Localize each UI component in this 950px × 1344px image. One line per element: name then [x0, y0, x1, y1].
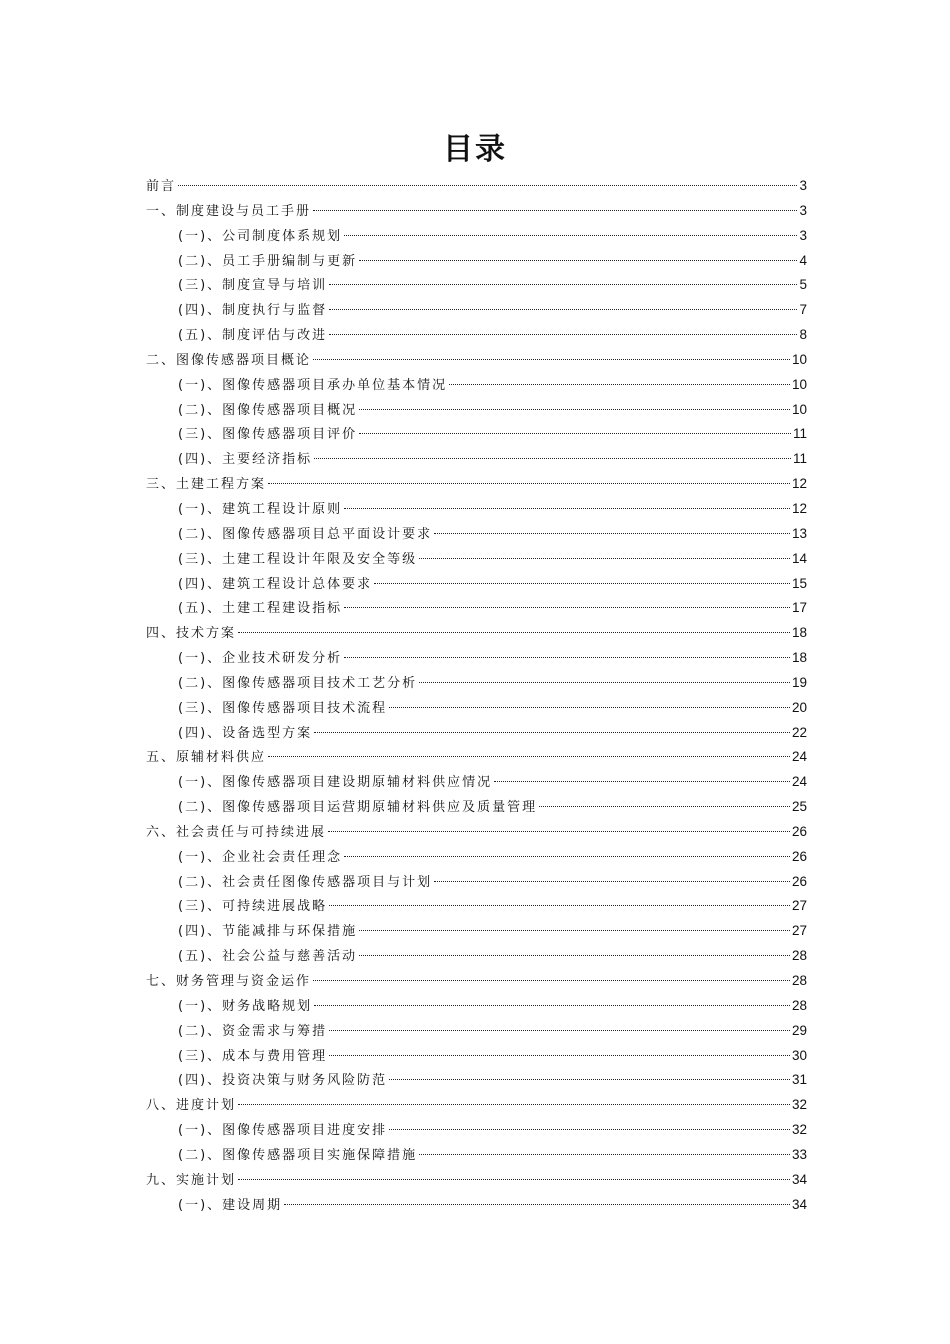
toc-chapter-entry[interactable]: [146, 820, 807, 845]
toc-section-entry[interactable]: [146, 994, 807, 1019]
toc-entry-label: (一)、图像传感器项目承办单位基本情况: [178, 377, 448, 393]
dot-leader: [329, 905, 790, 906]
toc-entry-label: 四、技术方案: [146, 626, 237, 642]
toc-page-number: 18: [791, 625, 807, 641]
toc-page-number: 11: [792, 451, 807, 467]
dot-leader: [539, 806, 790, 807]
toc-entry-label: (二)、社会责任图像传感器项目与计划: [178, 874, 433, 890]
toc-entry-label: 七、财务管理与资金运作: [146, 974, 312, 989]
toc-page-number: 3: [799, 227, 807, 243]
toc-entry-label: (二)、图像传感器项目运营期原辅材料供应及质量管理: [178, 800, 538, 816]
toc-page-number: 10: [791, 401, 807, 417]
toc-chapter-entry[interactable]: [146, 348, 807, 373]
toc-section-entry[interactable]: [146, 422, 807, 447]
toc-page-number: 24: [791, 774, 807, 790]
toc-chapter-entry[interactable]: [146, 1168, 807, 1193]
toc-page-number: 26: [791, 848, 807, 864]
toc-page-number: 34: [791, 1171, 807, 1187]
dot-leader: [344, 657, 790, 658]
toc-page-number: 7: [799, 302, 807, 318]
toc-entry-label: (四)、主要经济指标: [178, 452, 313, 468]
toc-entry-label: (四)、投资决策与财务风险防范: [178, 1073, 388, 1089]
toc-section-entry[interactable]: [146, 497, 807, 522]
toc-entry-label: (一)、财务战略规划: [178, 998, 313, 1014]
toc-page-number: 33: [791, 1146, 807, 1162]
dot-leader: [494, 781, 790, 782]
dot-leader: [313, 210, 797, 211]
toc-entry-label: 九、实施计划: [146, 1172, 237, 1188]
toc-page-number: 24: [791, 749, 807, 765]
toc-entry-label: (四)、节能减排与环保措施: [178, 924, 358, 940]
dot-leader: [329, 1030, 790, 1031]
table-of-contents: [146, 174, 807, 1217]
dot-leader: [449, 384, 790, 385]
dot-leader: [359, 930, 790, 931]
toc-entry-label: (四)、建筑工程设计总体要求: [178, 576, 373, 592]
toc-section-entry[interactable]: [146, 298, 807, 323]
toc-entry-label: (一)、图像传感器项目进度安排: [178, 1123, 388, 1139]
toc-page-number: 20: [791, 699, 807, 715]
toc-entry-label: (一)、公司制度体系规划: [178, 228, 343, 244]
toc-section-entry[interactable]: [146, 1143, 807, 1168]
toc-entry-label: (三)、图像传感器项目技术流程: [178, 700, 388, 716]
dot-leader: [359, 955, 790, 956]
toc-entry-label: (二)、图像传感器项目技术工艺分析: [178, 675, 418, 691]
toc-chapter-entry[interactable]: [146, 969, 807, 994]
toc-section-entry[interactable]: [146, 373, 807, 398]
toc-page-number: 15: [791, 575, 807, 591]
toc-page-number: 3: [799, 178, 807, 193]
toc-chapter-entry[interactable]: [146, 745, 807, 770]
toc-entry-label: (二)、员工手册编制与更新: [178, 253, 358, 269]
toc-entry-label: (一)、建设周期: [178, 1197, 283, 1213]
toc-page-number: 27: [791, 898, 807, 914]
dot-leader: [314, 458, 791, 459]
dot-leader: [329, 309, 797, 310]
toc-entry-label: (四)、设备选型方案: [178, 725, 313, 741]
toc-chapter-entry[interactable]: [146, 472, 807, 497]
toc-entry-label: 一、制度建设与员工手册: [146, 203, 312, 219]
dot-leader: [419, 1154, 790, 1155]
toc-entry-label: (四)、制度执行与监督: [178, 303, 328, 319]
dot-leader: [389, 1129, 790, 1130]
toc-page-number: 32: [791, 1097, 807, 1113]
toc-page-number: 14: [791, 550, 807, 566]
toc-entry-label: (二)、资金需求与筹措: [178, 1023, 328, 1039]
toc-section-entry[interactable]: [146, 919, 807, 944]
toc-section-entry[interactable]: [146, 696, 807, 721]
dot-leader: [344, 508, 790, 509]
toc-page-number: 22: [791, 724, 807, 740]
toc-section-entry[interactable]: [146, 770, 807, 795]
toc-page-number: 29: [791, 1022, 807, 1038]
dot-leader: [434, 881, 790, 882]
toc-section-entry[interactable]: [146, 1044, 807, 1069]
toc-entry-label: (三)、图像传感器项目评价: [178, 427, 358, 443]
toc-page-number: 3: [799, 202, 807, 218]
dot-leader: [344, 856, 790, 857]
toc-section-entry[interactable]: [146, 646, 807, 671]
toc-entry-label: (一)、图像传感器项目建设期原辅材料供应情况: [178, 775, 493, 791]
toc-page-number: 11: [792, 426, 807, 442]
toc-page-number: 28: [791, 997, 807, 1013]
toc-section-entry[interactable]: [146, 671, 807, 696]
toc-page-number: 18: [791, 650, 807, 666]
toc-page-number: 27: [791, 923, 807, 939]
toc-entry-label: 前言: [146, 179, 177, 194]
toc-section-entry[interactable]: [146, 944, 807, 969]
toc-page-number: 12: [791, 476, 807, 492]
toc-entry-label: (一)、建筑工程设计原则: [178, 501, 343, 517]
dot-leader: [434, 533, 790, 534]
dot-leader: [344, 235, 797, 236]
dot-leader: [359, 409, 790, 410]
toc-page-number: 13: [791, 525, 807, 541]
toc-entry-label: 二、图像传感器项目概论: [146, 352, 312, 368]
dot-leader: [238, 1179, 790, 1180]
toc-section-entry[interactable]: [146, 596, 807, 621]
toc-entry-label: 三、土建工程方案: [146, 477, 267, 493]
dot-leader: [374, 583, 790, 584]
toc-entry-label: (二)、图像传感器项目实施保障措施: [178, 1147, 418, 1163]
toc-page-number: 10: [791, 376, 807, 392]
toc-chapter-entry[interactable]: [146, 621, 807, 646]
dot-leader: [389, 1079, 790, 1080]
dot-leader: [314, 732, 790, 733]
toc-entry-label: (三)、制度宣导与培训: [178, 278, 328, 294]
toc-entry-label: (五)、制度评估与改进: [178, 328, 328, 344]
dot-leader: [268, 756, 790, 757]
toc-page-number: 12: [791, 500, 807, 516]
toc-page-number: 17: [791, 600, 807, 616]
dot-leader: [329, 1055, 790, 1056]
dot-leader: [389, 707, 790, 708]
toc-page-number: 32: [791, 1122, 807, 1138]
toc-entry-label: 五、原辅材料供应: [146, 750, 267, 766]
dot-leader: [329, 284, 797, 285]
toc-page-number: 30: [791, 1047, 807, 1063]
toc-page-number: 4: [799, 252, 807, 268]
toc-entry-label: (一)、企业社会责任理念: [178, 849, 343, 865]
toc-title: 目录: [443, 132, 507, 167]
toc-page-number: 10: [791, 351, 807, 367]
toc-page-number: 5: [799, 277, 807, 293]
toc-entry-label: (一)、企业技术研发分析: [178, 651, 343, 667]
toc-section-entry[interactable]: [146, 1118, 807, 1143]
toc-section-entry[interactable]: [146, 273, 807, 298]
toc-section-entry[interactable]: [146, 522, 807, 547]
toc-section-entry[interactable]: [146, 572, 807, 597]
toc-entry-label: (三)、可持续进展战略: [178, 899, 328, 915]
toc-chapter-entry[interactable]: [146, 1093, 807, 1118]
dot-leader: [313, 359, 790, 360]
toc-page-number: 19: [791, 674, 807, 690]
dot-leader: [359, 260, 797, 261]
toc-section-entry[interactable]: [146, 398, 807, 423]
toc-section-entry[interactable]: [146, 323, 807, 348]
toc-section-entry[interactable]: [146, 249, 807, 274]
toc-section-entry[interactable]: [146, 845, 807, 870]
dot-leader: [419, 558, 790, 559]
toc-page-number: 26: [791, 873, 807, 889]
dot-leader: [178, 185, 797, 186]
toc-chapter-entry[interactable]: [146, 174, 807, 199]
toc-entry-label: 六、社会责任与可持续进展: [146, 824, 327, 840]
toc-section-entry[interactable]: [146, 224, 807, 249]
toc-section-entry[interactable]: [146, 1019, 807, 1044]
toc-entry-label: (二)、图像传感器项目总平面设计要求: [178, 526, 433, 542]
toc-section-entry[interactable]: [146, 894, 807, 919]
toc-section-entry[interactable]: [146, 870, 807, 895]
toc-entry-label: (三)、土建工程设计年限及安全等级: [178, 551, 418, 567]
dot-leader: [419, 682, 790, 683]
toc-page-number: 28: [791, 948, 807, 964]
dot-leader: [359, 433, 791, 434]
dot-leader: [268, 483, 790, 484]
toc-page-number: 34: [791, 1196, 807, 1212]
toc-entry-label: 八、进度计划: [146, 1098, 237, 1114]
toc-entry-label: (三)、成本与费用管理: [178, 1048, 328, 1064]
toc-section-entry[interactable]: [146, 547, 807, 572]
toc-page-number: 31: [791, 1072, 807, 1088]
toc-chapter-entry[interactable]: [146, 199, 807, 224]
dot-leader: [314, 1005, 790, 1006]
dot-leader: [329, 334, 797, 335]
dot-leader: [284, 1204, 790, 1205]
dot-leader: [313, 980, 790, 981]
toc-section-entry[interactable]: [146, 447, 807, 472]
dot-leader: [238, 1104, 790, 1105]
toc-entry-label: (二)、图像传感器项目概况: [178, 402, 358, 418]
toc-page-number: 8: [799, 327, 807, 343]
toc-section-entry[interactable]: [146, 721, 807, 746]
toc-page-number: 28: [791, 973, 807, 988]
toc-section-entry[interactable]: [146, 1193, 807, 1218]
toc-section-entry[interactable]: [146, 795, 807, 820]
dot-leader: [344, 607, 790, 608]
dot-leader: [328, 831, 790, 832]
toc-page-number: 25: [791, 799, 807, 815]
dot-leader: [238, 632, 790, 633]
toc-page-number: 26: [791, 823, 807, 839]
toc-entry-label: (五)、土建工程建设指标: [178, 601, 343, 617]
toc-entry-label: (五)、社会公益与慈善活动: [178, 949, 358, 965]
toc-section-entry[interactable]: [146, 1068, 807, 1093]
